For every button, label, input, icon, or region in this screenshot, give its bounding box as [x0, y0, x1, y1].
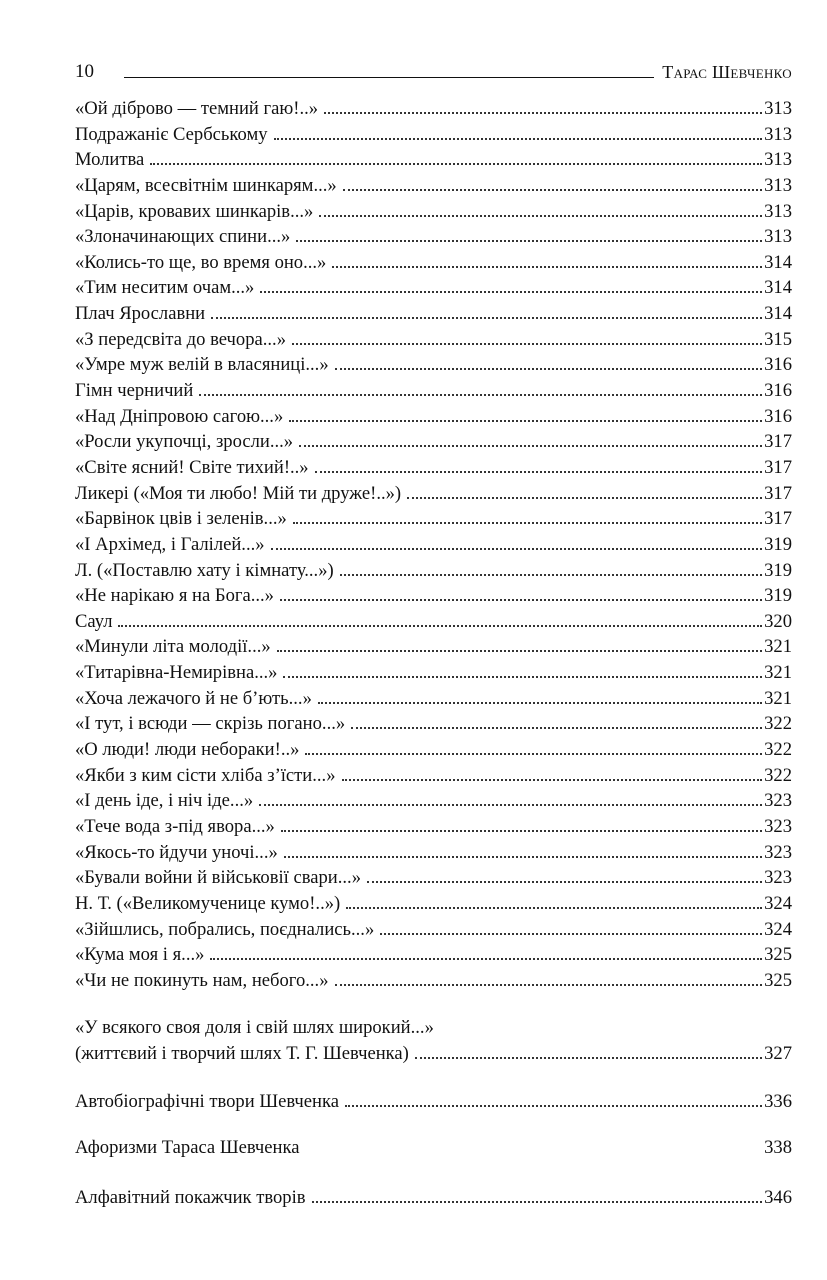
- header-rule: [124, 77, 654, 78]
- entry-page: 317: [764, 482, 792, 504]
- entry-page: 321: [764, 662, 792, 684]
- entry-title: «Не нарікаю я на Бога...»: [75, 585, 274, 607]
- afterword-title: «У всякого своя доля і свій шлях широкий...»: [75, 1017, 434, 1038]
- entry-page: 319: [764, 559, 792, 581]
- afterword-entry: [75, 1015, 792, 1067]
- entry-title: «Над Дніпровою сагою...»: [75, 405, 284, 427]
- toc-entry: [75, 173, 792, 199]
- entry-page: 317: [764, 508, 792, 530]
- dot-leader: [293, 516, 762, 524]
- toc-entry: [75, 583, 792, 609]
- entry-page: 313: [764, 174, 792, 196]
- toc-entry: [75, 532, 792, 558]
- entry-page: 325: [764, 969, 792, 991]
- entry-page: 321: [764, 636, 792, 658]
- dot-leader: [315, 465, 763, 473]
- toc-entry: [75, 481, 792, 507]
- toc-entry: [75, 711, 792, 737]
- toc-entry: [75, 352, 792, 378]
- dot-leader: [280, 593, 762, 601]
- entry-page: 323: [764, 815, 792, 837]
- toc-entry: [75, 865, 792, 891]
- dot-leader: [305, 1145, 762, 1153]
- toc-entry: [75, 840, 792, 866]
- dot-leader: [345, 1099, 762, 1107]
- section-page: 336: [764, 1091, 792, 1112]
- toc-entry: [75, 429, 792, 455]
- dot-leader: [367, 875, 762, 883]
- entry-title: «І тут, і всюди — скрізь погано...»: [75, 713, 346, 735]
- entry-title: «Барвінок цвів і зеленів...»: [75, 508, 287, 530]
- entry-page: 315: [764, 328, 792, 350]
- dot-leader: [407, 491, 762, 499]
- entry-page: 313: [764, 226, 792, 248]
- entry-title: «Колись-то ще, во время оно...»: [75, 251, 327, 273]
- dot-leader: [342, 773, 763, 781]
- section-entry: [75, 1135, 792, 1161]
- dot-leader: [324, 106, 762, 114]
- afterword-subtitle-row: [75, 1041, 792, 1067]
- entry-page: 316: [764, 405, 792, 427]
- dot-leader: [319, 209, 762, 217]
- toc-entry: [75, 327, 792, 353]
- table-of-contents: [75, 96, 792, 993]
- toc-entry: [75, 814, 792, 840]
- running-title: Тарас Шевченко: [662, 62, 792, 82]
- entry-page: 314: [764, 251, 792, 273]
- dot-leader: [259, 798, 762, 806]
- entry-page: 317: [764, 431, 792, 453]
- entry-page: 322: [764, 739, 792, 761]
- afterword-subtitle: (життєвий і творчий шлях Т. Г. Шевченка): [75, 1043, 409, 1064]
- entry-title: Подражаніє Сербському: [75, 123, 268, 145]
- dot-leader: [346, 901, 762, 909]
- entry-title: Плач Ярославни: [75, 303, 206, 325]
- section-row: [75, 1089, 792, 1115]
- dot-leader: [335, 362, 762, 370]
- dot-leader: [332, 260, 762, 268]
- entry-title: Н. Т. («Великомученице кумо!..»): [75, 892, 341, 914]
- entry-title: Молитва: [75, 149, 145, 171]
- toc-entry: [75, 634, 792, 660]
- entry-title: «Кума моя і я...»: [75, 944, 205, 966]
- dot-leader: [289, 414, 762, 422]
- toc-entry: [75, 891, 792, 917]
- entry-page: 322: [764, 764, 792, 786]
- section-title: Алфавітний покажчик творів: [75, 1187, 306, 1208]
- entry-title: «Якби з ким сісти хліба з’їсти...»: [75, 764, 336, 786]
- dot-leader: [271, 542, 763, 550]
- entry-page: 320: [764, 610, 792, 632]
- dot-leader: [277, 644, 762, 652]
- toc-entry: [75, 686, 792, 712]
- section-row: [75, 1185, 792, 1211]
- dot-leader: [118, 619, 762, 627]
- entry-page: 323: [764, 841, 792, 863]
- entry-title: «О люди! люди небораки!..»: [75, 739, 300, 761]
- entry-title: «Тече вода з-під явора...»: [75, 815, 275, 837]
- entry-title: «Умре муж велій в власяниці...»: [75, 354, 329, 376]
- dot-leader: [211, 311, 762, 319]
- dot-leader: [284, 850, 762, 858]
- toc-entry: [75, 275, 792, 301]
- entry-title: «Чи не покинуть нам, небого...»: [75, 969, 329, 991]
- entry-title: «З передсвіта до вечора...»: [75, 328, 286, 350]
- page-header: [75, 58, 792, 82]
- entry-title: «Минули літа молодії...»: [75, 636, 271, 658]
- dot-leader: [380, 927, 762, 935]
- entry-page: 316: [764, 354, 792, 376]
- entry-title: «Світе ясний! Світе тихий!..»: [75, 456, 309, 478]
- toc-entry: [75, 506, 792, 532]
- entry-page: 313: [764, 123, 792, 145]
- afterword-page: 327: [764, 1043, 792, 1064]
- entry-title: Ликері («Моя ти любо! Мій ти друже!..»): [75, 482, 402, 504]
- toc-entry: [75, 224, 792, 250]
- dot-leader: [274, 132, 763, 140]
- section-row: [75, 1135, 792, 1161]
- entry-page: 313: [764, 200, 792, 222]
- entry-title: «Царів, кровавих шинкарів...»: [75, 200, 314, 222]
- entry-title: «Хоча лежачого й не б’ють...»: [75, 687, 312, 709]
- page-number: 10: [75, 61, 94, 82]
- entry-page: 322: [764, 713, 792, 735]
- entry-page: 317: [764, 456, 792, 478]
- entry-title: «Ой діброво — темний гаю!..»: [75, 98, 319, 119]
- entry-title: «Бували войни й військовії свари...»: [75, 867, 361, 889]
- toc-entry: [75, 660, 792, 686]
- toc-entry: [75, 788, 792, 814]
- entry-title: «Якось-то йдучи уночі...»: [75, 841, 278, 863]
- toc-entry: [75, 455, 792, 481]
- section-entry: [75, 1089, 792, 1115]
- toc-entry: [75, 737, 792, 763]
- entry-page: 324: [764, 892, 792, 914]
- toc-entry: [75, 917, 792, 943]
- dot-leader: [260, 285, 762, 293]
- section-title: Афоризми Тараса Шевченка: [75, 1137, 300, 1158]
- toc-entry: [75, 96, 792, 122]
- entry-title: «Тим неситим очам...»: [75, 277, 255, 299]
- entry-page: 323: [764, 867, 792, 889]
- dot-leader: [305, 747, 762, 755]
- toc-entry: [75, 558, 792, 584]
- entry-title: «Росли укупочці, зросли...»: [75, 431, 294, 453]
- entry-page: 321: [764, 687, 792, 709]
- entry-page: 314: [764, 277, 792, 299]
- entry-title: Л. («Поставлю хату і кімнату...»): [75, 559, 334, 581]
- toc-entry: [75, 250, 792, 276]
- toc-entry: [75, 301, 792, 327]
- entry-page: 314: [764, 303, 792, 325]
- section-page: 346: [764, 1187, 792, 1208]
- entry-title: «Зійшлись, побрались, поєднались...»: [75, 918, 375, 940]
- entry-page: 323: [764, 790, 792, 812]
- entry-page: 325: [764, 944, 792, 966]
- entry-page: 319: [764, 585, 792, 607]
- entry-page: 313: [764, 98, 792, 119]
- entry-title: «І Архімед, і Галілей...»: [75, 533, 265, 555]
- dot-leader: [299, 439, 762, 447]
- toc-entry: [75, 147, 792, 173]
- entry-title: «І день іде, і ніч іде...»: [75, 790, 254, 812]
- dot-leader: [199, 388, 762, 396]
- dot-leader: [312, 1195, 763, 1203]
- dot-leader: [296, 234, 762, 242]
- toc-entry: [75, 942, 792, 968]
- dot-leader: [318, 696, 762, 704]
- dot-leader: [210, 952, 762, 960]
- entry-page: 324: [764, 918, 792, 940]
- entry-page: 316: [764, 380, 792, 402]
- entry-title: «Титарівна-Немирівна...»: [75, 662, 278, 684]
- toc-entry: [75, 378, 792, 404]
- toc-entry: [75, 404, 792, 430]
- entry-title: Гімн черничий: [75, 380, 194, 402]
- toc-entry: [75, 122, 792, 148]
- toc-entry: [75, 763, 792, 789]
- toc-entry: [75, 968, 792, 994]
- dot-leader: [351, 721, 762, 729]
- dot-leader: [292, 337, 762, 345]
- entry-page: 319: [764, 533, 792, 555]
- entry-title: «Злоначинающих спини...»: [75, 226, 291, 248]
- toc-entry: [75, 199, 792, 225]
- dot-leader: [281, 824, 762, 832]
- dot-leader: [335, 978, 763, 986]
- dot-leader: [415, 1051, 762, 1059]
- entry-title: Саул: [75, 610, 113, 632]
- dot-leader: [150, 157, 762, 165]
- section-entry: [75, 1185, 792, 1211]
- section-title: Автобіографічні твори Шевченка: [75, 1091, 339, 1112]
- dot-leader: [283, 670, 762, 678]
- dot-leader: [343, 183, 762, 191]
- toc-entry: [75, 609, 792, 635]
- entry-title: «Царям, всесвітнім шинкарям...»: [75, 174, 337, 196]
- dot-leader: [340, 568, 762, 576]
- entry-page: 313: [764, 149, 792, 171]
- section-page: 338: [764, 1137, 792, 1158]
